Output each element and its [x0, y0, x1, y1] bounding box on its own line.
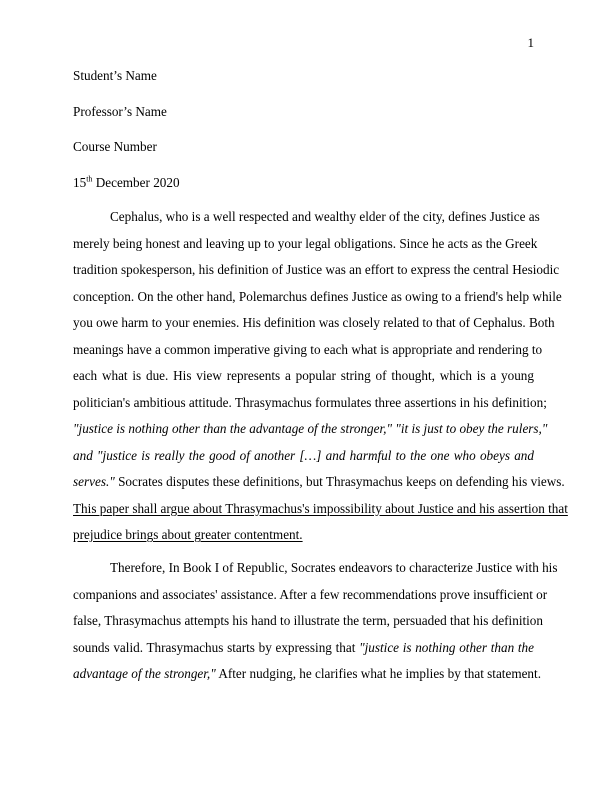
paragraph-line — [73, 661, 541, 688]
paragraph-line: each what is due. His view represents a popular string of thought, which is a young — [73, 368, 534, 383]
thesis-line: prejudice brings about greater contentment. — [73, 527, 303, 542]
line-text: Socrates disputes these definitions, but Thrasymachus keeps on defending his views. — [114, 474, 565, 489]
paragraph-line: Therefore, In Book I of Republic, Socrates endeavors to characterize Justice with his — [110, 560, 558, 575]
paragraph-line — [73, 469, 565, 496]
paragraph-line: false, Thrasymachus attempts his hand to illustrate the term, persuaded that his definition — [73, 613, 543, 628]
line-text: After nudging, he clarifies what he implies by that statement. — [215, 666, 541, 681]
student-name: Student’s Name — [73, 68, 157, 83]
quote-line: and "justice is really the good of another […] and harmful to the one who obeys and — [73, 447, 534, 463]
professor-name: Professor’s Name — [73, 104, 167, 119]
paragraph-line: conception. On the other hand, Polemarchus defines Justice as owing to a friend's help while — [73, 288, 562, 304]
date-suffix: th — [86, 174, 93, 184]
paragraph-intro — [73, 204, 568, 549]
paragraph-line: meanings have a common imperative giving to each what is appropriate and rendering to — [73, 341, 543, 357]
paragraph-line: you owe harm to your enemies. His definition was closely related to that of Cephalus. Both — [73, 315, 555, 330]
date-rest: December 2020 — [92, 175, 180, 190]
page-number: 1 — [527, 35, 534, 50]
paragraph-line — [73, 635, 534, 662]
paragraph-body — [73, 555, 558, 688]
line-text: sounds valid. Thrasymachus starts by expressing that — [73, 639, 360, 655]
thesis-line: This paper shall argue about Thrasymachus's impossibility about Justice and his assertion that — [73, 500, 568, 516]
date-day: 15 — [73, 175, 87, 190]
course-number: Course Number — [73, 139, 157, 154]
paragraph-line: merely being honest and leaving up to your legal obligations. Since he acts as the Greek — [73, 235, 538, 251]
paragraph-line: tradition spokesperson, his definition of Justice was an effort to express the central Hesiodic — [73, 262, 560, 277]
date-line — [73, 175, 180, 191]
quote-fragment: serves." — [73, 474, 115, 489]
paragraph-line: companions and associates' assistance. After a few recommendations prove insufficient or — [73, 586, 548, 602]
quote-fragment: "justice is nothing other than the — [359, 639, 534, 655]
quote-line: "justice is nothing other than the advantage of the stronger," "it is just to obey the rulers," — [73, 421, 548, 436]
quote-fragment: advantage of the stronger," — [73, 666, 216, 681]
paragraph-line: politician's ambitious attitude. Thrasymachus formulates three assertions in his definition; — [73, 394, 547, 410]
paragraph-line: Cephalus, who is a well respected and wealthy elder of the city, defines Justice as — [110, 209, 540, 224]
